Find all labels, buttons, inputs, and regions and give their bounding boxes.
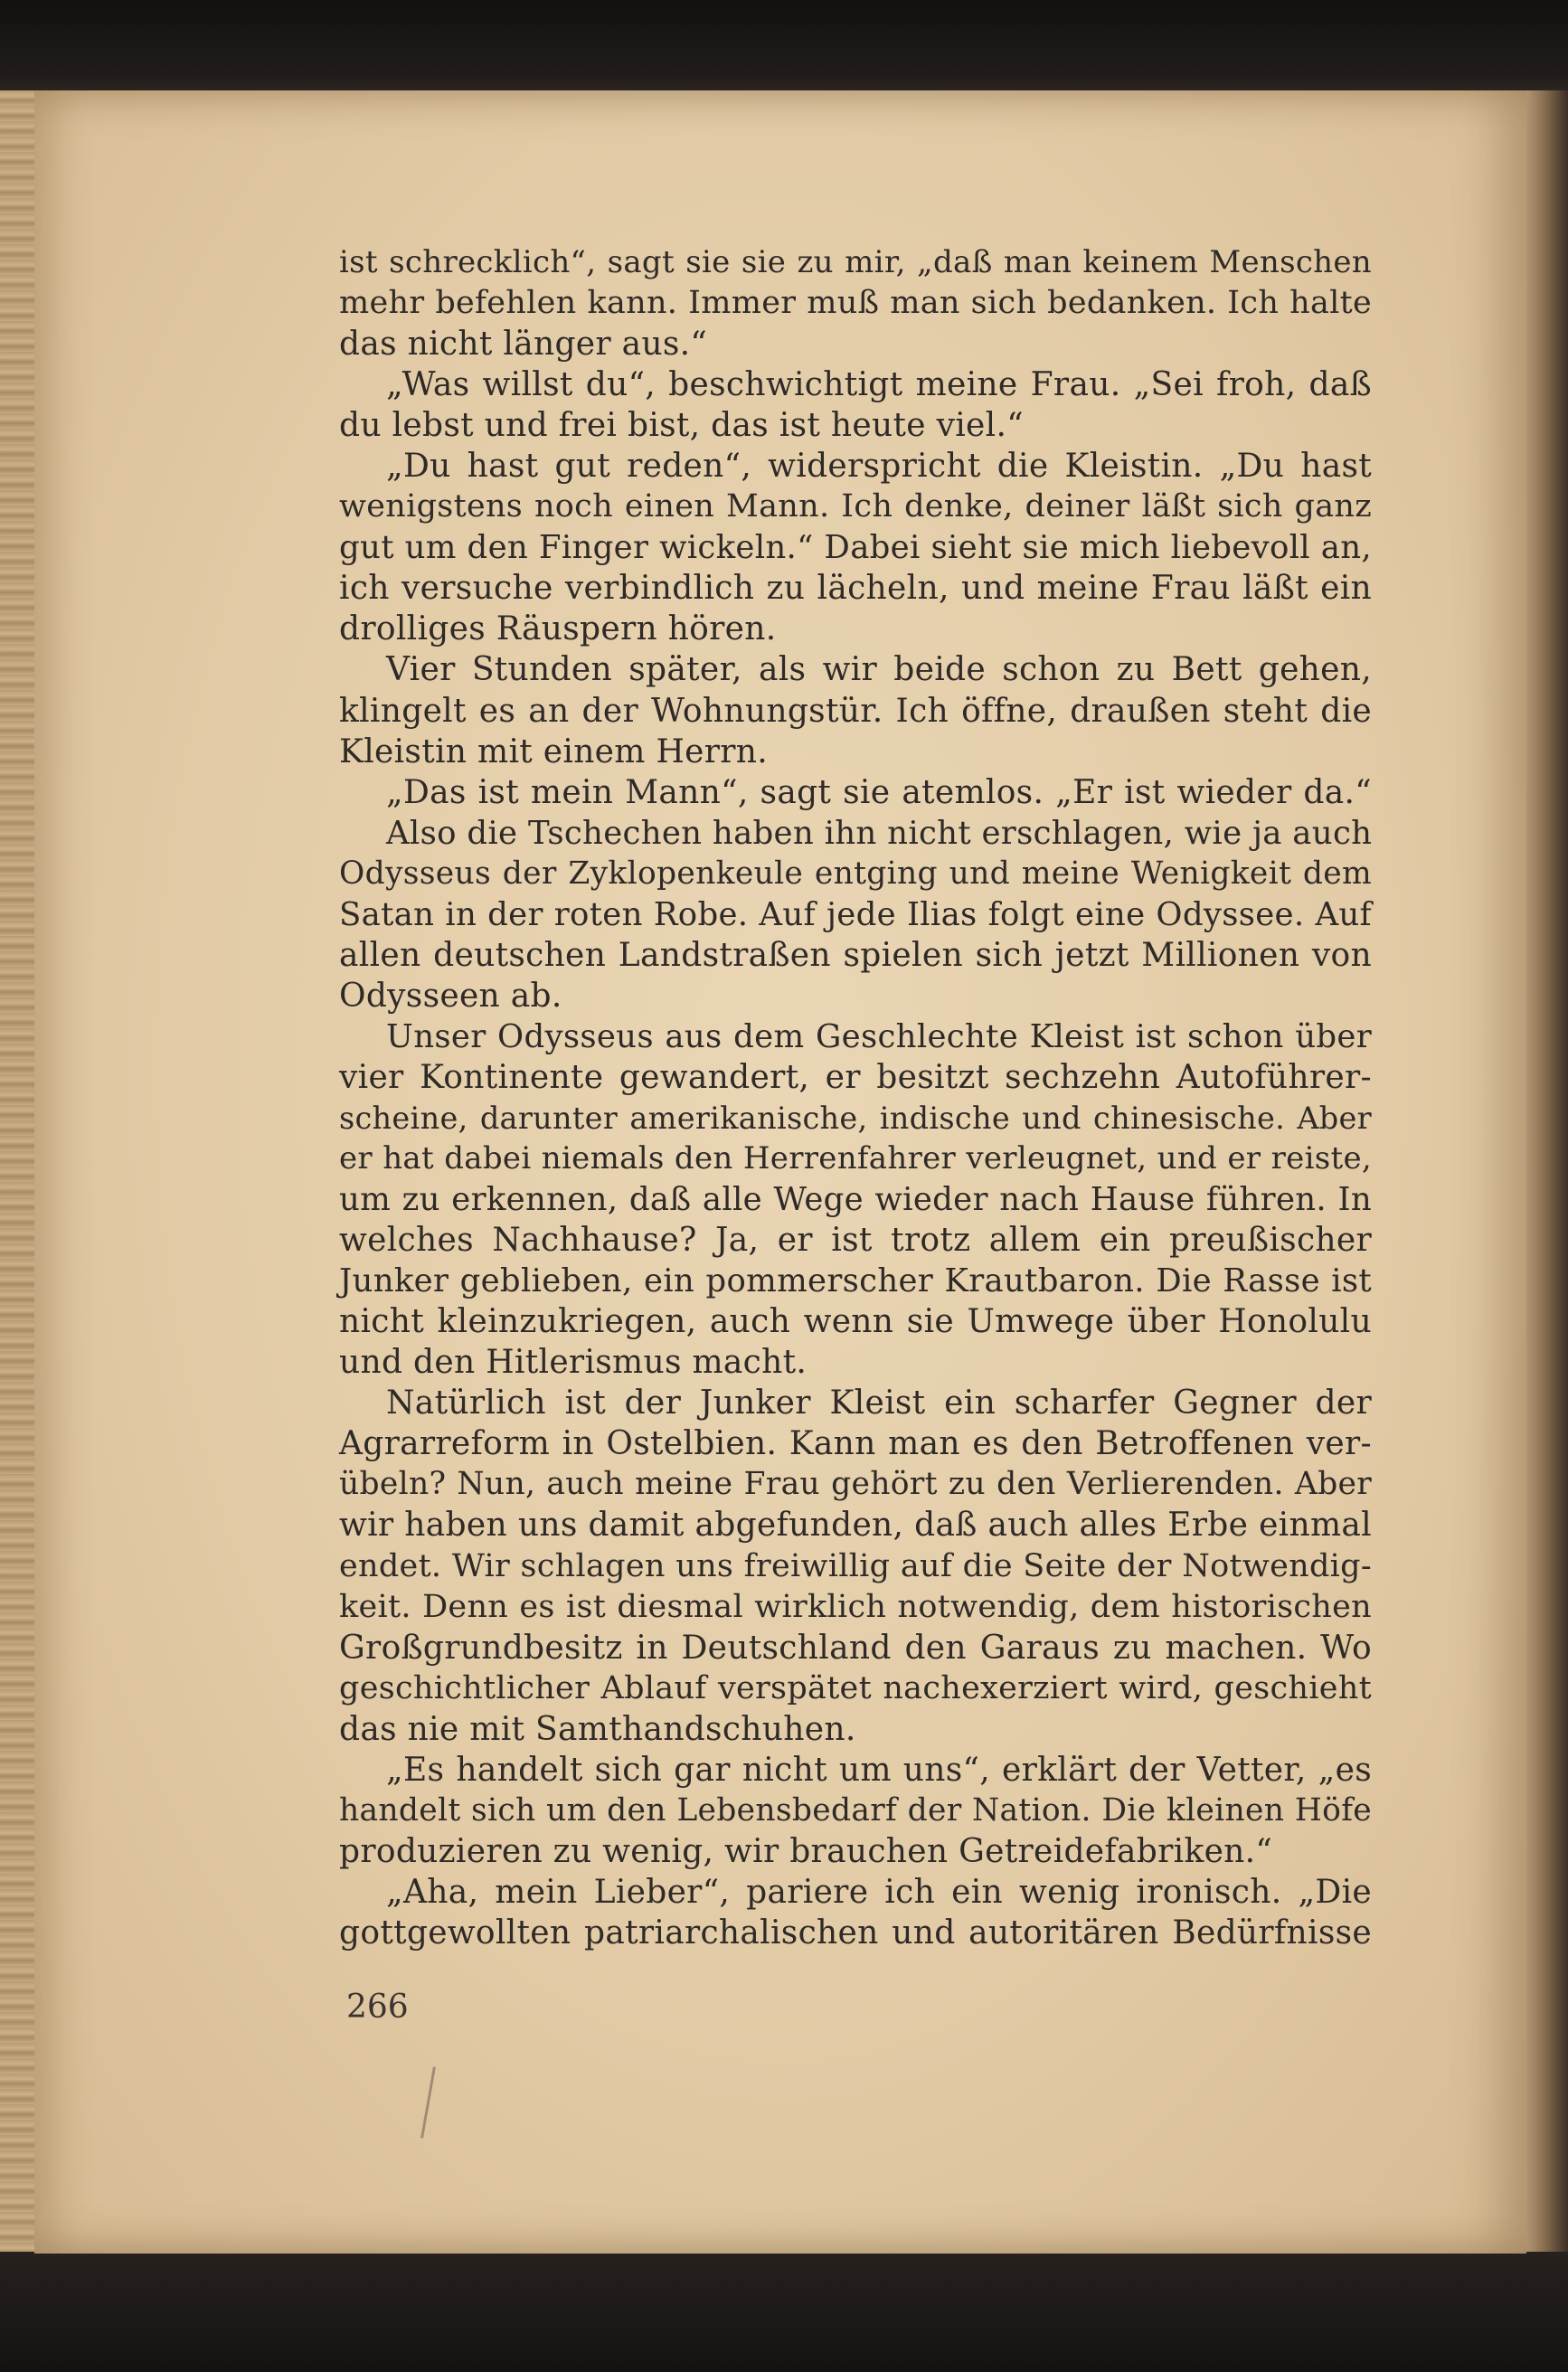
text-line: ist schrecklich“, sagt sie sie zu mir, „daß man keinem Menschen xyxy=(339,244,1372,280)
text-line: „Was willst du“, beschwichtigt meine Frau. „Sei froh, daß xyxy=(386,366,1372,404)
text-line: du lebst und frei bist, das ist heute viel.“ xyxy=(339,407,1024,445)
text-line: Junker geblieben, ein pommerscher Krautbaron. Die Rasse ist xyxy=(339,1262,1372,1300)
text-line: vier Kontinente gewandert, er besitzt sechzehn Autoführer- xyxy=(339,1058,1372,1096)
text-line: „Aha, mein Lieber“, pariere ich ein wenig ironisch. „Die xyxy=(386,1873,1372,1911)
text-line: er hat dabei niemals den Herrenfahrer verleugnet, und er reiste, xyxy=(339,1140,1372,1177)
text-line: geschichtlicher Ablauf verspätet nachexerziert wird, geschieht xyxy=(339,1669,1372,1706)
text-line: mehr befehlen kann. Immer muß man sich bedanken. Ich halte xyxy=(339,285,1372,322)
text-line: klingelt es an der Wohnungstür. Ich öffne, draußen steht die xyxy=(339,692,1372,730)
text-line: Odysseen ab. xyxy=(339,977,562,1015)
text-line: das nie mit Samthandschuhen. xyxy=(339,1710,856,1748)
text-line: Unser Odysseus aus dem Geschlechte Kleist ist schon über xyxy=(386,1017,1372,1055)
text-line: „Das ist mein Mann“, sagt sie atemlos. „Er ist wieder da.“ xyxy=(386,773,1372,811)
text-line: scheine, darunter amerikanische, indische und chinesische. Aber xyxy=(339,1100,1372,1136)
text-line: gottgewollten patriarchalischen und autoritären Bedürfnisse xyxy=(339,1914,1372,1951)
dark-background-bottom xyxy=(0,2234,1568,2372)
text-line: Odysseus der Zyklopenkeule entging und meine Wenigkeit dem xyxy=(339,855,1372,892)
text-line: handelt sich um den Lebensbedarf der Nation. Die kleinen Höfe xyxy=(339,1791,1372,1829)
text-line: produzieren zu wenig, wir brauchen Getreidefabriken.“ xyxy=(339,1832,1273,1870)
text-line: Vier Stunden später, als wir beide schon zu Bett gehen, xyxy=(386,651,1372,689)
text-line: Satan in der roten Robe. Auf jede Ilias folgt eine Odyssee. Auf xyxy=(339,895,1372,933)
page-stack-edge-left xyxy=(0,90,36,2252)
text-line: Agrarreform in Ostelbien. Kann man es den Betroffenen ver- xyxy=(339,1425,1372,1463)
text-line: wir haben uns damit abgefunden, daß auch alles Erbe einmal xyxy=(339,1507,1372,1545)
text-line: „Es handelt sich gar nicht um uns“, erklärt der Vetter, „es xyxy=(386,1751,1372,1789)
text-line: welches Nachhause? Ja, er ist trotz allem ein preußischer xyxy=(339,1222,1372,1260)
text-line: allen deutschen Landstraßen spielen sich jetzt Millionen von xyxy=(339,936,1372,974)
text-line: das nicht länger aus.“ xyxy=(339,326,708,364)
page-number: 266 xyxy=(346,1989,409,2026)
text-line: und den Hitlerismus macht. xyxy=(339,1344,808,1382)
text-line: gut um den Finger wickeln.“ Dabei sieht sie mich liebevoll an, xyxy=(339,529,1372,567)
page-stack-edge-right xyxy=(1524,90,1568,2252)
text-line: wenigstens noch einen Mann. Ich denke, deiner läßt sich ganz xyxy=(339,488,1372,525)
text-line: um zu erkennen, daß alle Wege wieder nach Hause führen. In xyxy=(339,1181,1372,1219)
text-line: nicht kleinzukriegen, auch wenn sie Umwege über Honolulu xyxy=(339,1303,1372,1341)
text-line: keit. Denn es ist diesmal wirklich notwendig, dem historischen xyxy=(339,1588,1372,1625)
text-line: Natürlich ist der Junker Kleist ein scharfer Gegner der xyxy=(386,1384,1372,1422)
text-line: „Du hast gut reden“, widerspricht die Kleistin. „Du hast xyxy=(386,448,1372,486)
text-line: endet. Wir schlagen uns freiwillig auf die Seite der Notwendig- xyxy=(339,1547,1372,1584)
body-text xyxy=(339,242,1372,1953)
text-line: Kleistin mit einem Herrn. xyxy=(339,732,769,770)
text-line: drolliges Räuspern hören. xyxy=(339,610,777,648)
text-line: ich versuche verbindlich zu lächeln, und meine Frau läßt ein xyxy=(339,570,1372,608)
text-line: Großgrundbesitz in Deutschland den Garaus zu machen. Wo xyxy=(339,1629,1372,1667)
text-line: Also die Tschechen haben ihn nicht erschlagen, wie ja auch xyxy=(386,814,1373,852)
text-line: übeln? Nun, auch meine Frau gehört zu den Verlierenden. Aber xyxy=(339,1466,1372,1503)
